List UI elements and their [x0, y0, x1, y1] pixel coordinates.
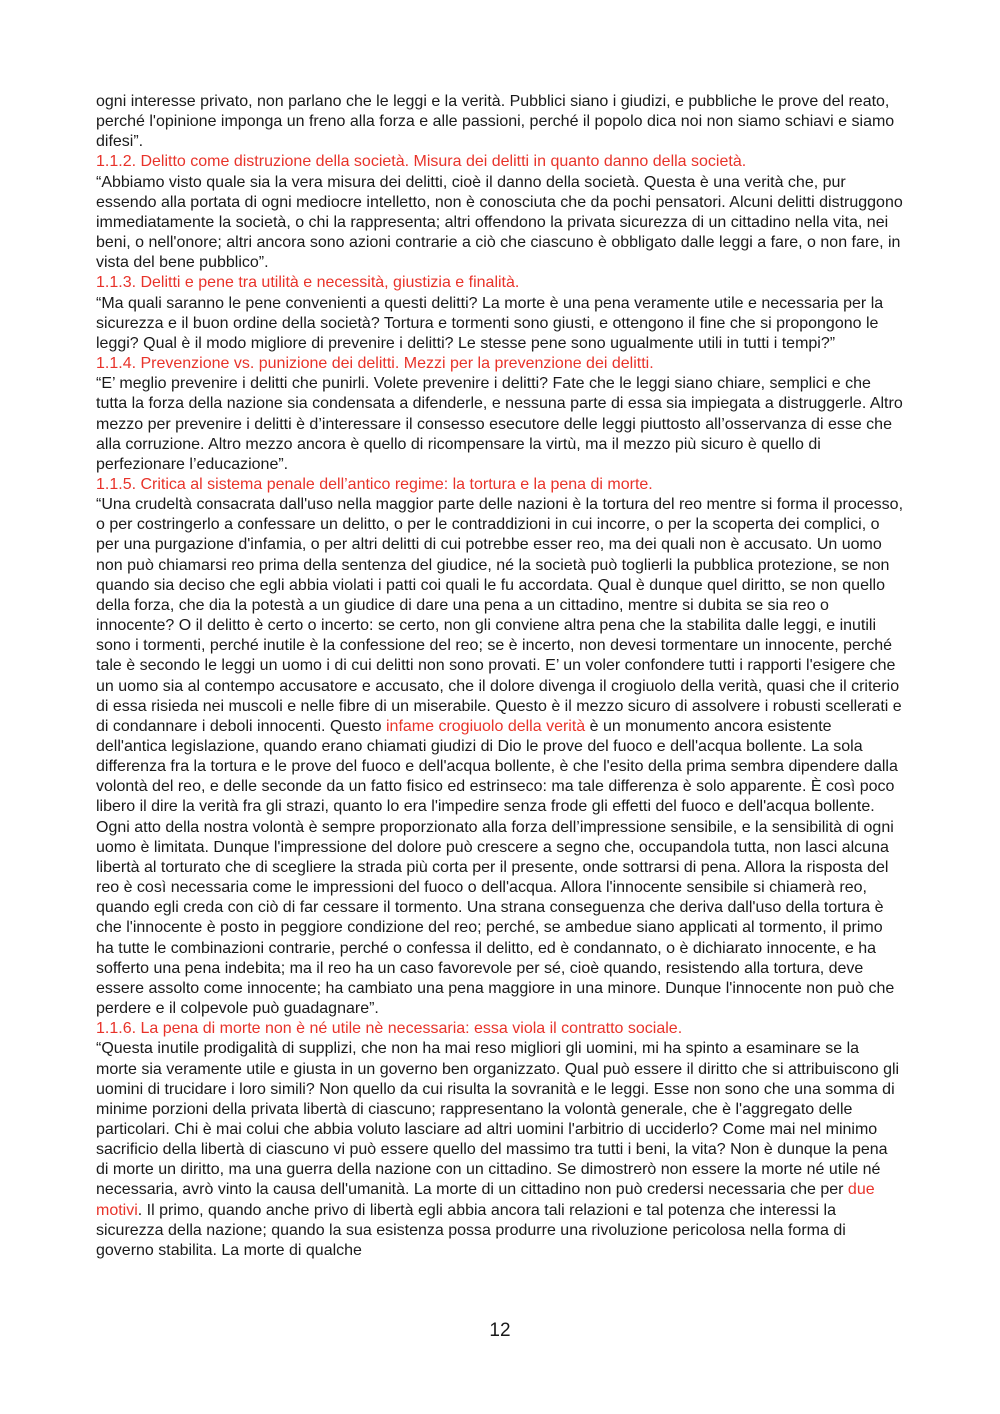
- section-text-1-1-5: [96, 495, 904, 1019]
- page-number: 12: [489, 1320, 511, 1341]
- section-text-1-1-6-part-2: . Il primo, quando anche privo di libertà egli abbia ancora tali relazioni e tal potenza che interessi la sicurezza della nazione; quando la sua esistenza possa produrre una rivoluzione pericolosa nella forma di governo stabilita. La morte di qualche: [96, 1201, 846, 1259]
- section-text-1-1-6: [96, 1039, 904, 1261]
- section-text-1-1-6-part-1: “Questa inutile prodigalità di supplizi, che non ha mai reso migliori gli uomini, mi ha spinto a esaminare se la morte sia veramente utile e giusta in un governo ben organizzato. Qual può essere il diritto che si attribuiscono gli uomini di trucidare i loro simili? Non quello da cui risulta la sovranità e le leggi. Esse non sono che una somma di minime porzioni della privata libertà di ciascuno; rappresentano la volontà generale, che è l'aggregato delle particolari. Chi è mai colui che abbia voluto lasciare ad altri uomini l'arbitrio di ucciderlo? Come mai nel minimo sacrificio della libertà di ciascuno vi può essere quello del massimo tra tutti i beni, la vita? Non è dunque la pena di morte un diritto, ma una guerra della nazione con un cittadino. Se dimostrerò non essere la morte né utile né necessaria, avrò vinto la causa dell'umanità. La morte di un cittadino non può credersi necessaria che per: [96, 1040, 900, 1199]
- intro-paragraph: ogni interesse privato, non parlano che le leggi e la verità. Pubblici siano i giudizi, e pubbliche le prove del reato, perché l'opinione imponga un freno alla forza e alle passioni, perché il popolo dica noi non siamo schiavi e siamo difesi”.: [96, 93, 895, 151]
- section-text-1-1-4: “E’ meglio prevenire i delitti che punirli. Volete prevenire i delitti? Fate che le leggi siano chiare, semplici e che tutta la forza della nazione sia condensata a difenderle, e nessuna parte di essa sia impiegata a distruggerle. Altro mezzo per prevenire i delitti è d’interessare il consesso esecutore delle leggi piuttosto all’osservanza di esse che alla corruzione. Altro mezzo ancora è quello di ricompensare la virtù, ma il mezzo più sicuro è quello di perfezionare l’educazione”.: [96, 375, 903, 473]
- highlight-infame-crogiuolo: infame crogiuolo della verità: [385, 717, 586, 735]
- section-heading-1-1-6: 1.1.6. La pena di morte non è né utile nè necessaria: essa viola il contratto sociale.: [96, 1020, 683, 1038]
- section-heading-1-1-5: 1.1.5. Critica al sistema penale dell’antico regime: la tortura e la pena di morte.: [96, 475, 653, 493]
- highlight-due-motivi: due motivi: [96, 1181, 875, 1219]
- section-heading-1-1-2: 1.1.2. Delitto come distruzione della società. Misura dei delitti in quanto danno della società.: [96, 153, 747, 171]
- section-text-1-1-5-part-1: “Una crudeltà consacrata dall'uso nella maggior parte delle nazioni è la tortura del reo mentre si forma il processo, o per costringerlo a confessare un delitto, o per le contraddizioni in cui incorre, o per la scoperta dei complici, o per una purgazione d'infamia, o per altri delitti di cui potrebbe esser reo, ma dei quali non è accusato. Un uomo non può chiamarsi reo prima della sentenza del giudice, né la società può toglierli la pubblica protezione, se non quando sia deciso che egli abbia violati i patti coi quali le fu accordata. Qual è dunque quel diritto, se non quello della forza, che dia la potestà a un giudice di dare una pena a un cittadino, mentre si dubita se sia reo o innocente? O il delitto è certo o incerto: se certo, non gli conviene altra pena che la stabilita dalle leggi, e inutili sono i tormenti, perché inutile è la confessione del reo; se è incerto, non devesi tormentare un innocente, perché tale è secondo le leggi un uomo i di cui delitti non sono provati. E’ un voler confondere tutti i rapporti l'esigere che un uomo sia al contempo accusatore e accusato, che il dolore divenga il crogiuolo della verità, quasi che il criterio di essa risieda nei muscoli e nelle fibre di un miserabile. Questo è il mezzo sicuro di assolvere i robusti scellerati e di condannare i deboli innocenti. Questo: [96, 496, 904, 735]
- section-heading-1-1-3: 1.1.3. Delitti e pene tra utilità e necessità, giustizia e finalità.: [96, 274, 520, 292]
- section-text-1-1-5-part-2: è un monumento ancora esistente dell'antica legislazione, quando erano chiamati giudizi di Dio le prove del fuoco e dell'acqua bollente. La sola differenza fra la tortura e le prove del fuoco e dell'acqua bollente, è che l'esito della prima sembra dipendere dalla volontà del reo, e delle seconde da un fatto fisico ed estrinseco: ma tale differenza è solo apparente. È così poco libero il dire la verità fra gli strazi, quanto lo era l'impedire senza frode gli effetti del fuoco e dell'acqua bollente. Ogni atto della nostra volontà è sempre proporzionato alla forza dell’impressione sensibile, e la sensibilità di ogni uomo è limitata. Dunque l'impressione del dolore può crescere a segno che, occupandola tutta, non lasci alcuna libertà al torturato che di scegliere la strada più corta per il presente, onde sottrarsi di pena. Allora la risposta del reo è così necessaria come le impressioni del fuoco o dell'acqua. Allora l'innocente sensibile si chiamerà reo, quando egli creda con ciò di far cessare il tormento. Una strana conseguenza che deriva dall'uso della tortura è che l'innocente è posto in peggiore condizione del reo; perché, se ambedue siano applicati al tormento, il primo ha tutte le combinazioni contrarie, perché o confessa il delitto, ed è condannato, o è dichiarato innocente, e ha sofferto una pena indebita; ma il reo ha un caso favorevole per sé, cioè quando, resistendo alla tortura, deve essere assolto come innocente; ha cambiato una pena maggiore in una minore. Dunque l'innocente non può che perdere e il colpevole può guadagnare”.: [96, 717, 898, 1018]
- document-body: [96, 92, 904, 1261]
- section-heading-1-1-4: 1.1.4. Prevenzione vs. punizione dei delitti. Mezzi per la prevenzione dei delitti.: [96, 355, 654, 373]
- section-text-1-1-3: “Ma quali saranno le pene convenienti a questi delitti? La morte è una pena veramente utile e necessaria per la sicurezza e il buon ordine della società? Tortura e tormenti sono giusti, e ottengono il fine che si propongono le leggi? Qual è il modo migliore di prevenire i delitti? Le stesse pene sono ugualmente utili in tutti i tempi?”: [96, 294, 884, 352]
- section-text-1-1-2: “Abbiamo visto quale sia la vera misura dei delitti, cioè il danno della società. Questa è una verità che, pur essendo alla portata di ogni mediocre intelletto, non è conosciuta che da pochi pensatori. Alcuni delitti distruggono immediatamente la società, o chi la rappresenta; altri offendono la privata sicurezza di un cittadino nella vita, nei beni, o nell'onore; altri ancora sono azioni contrarie a ciò che ciascuno è obbligato dalle leggi a fare, o non fare, in vista del bene pubblico”.: [96, 173, 903, 272]
